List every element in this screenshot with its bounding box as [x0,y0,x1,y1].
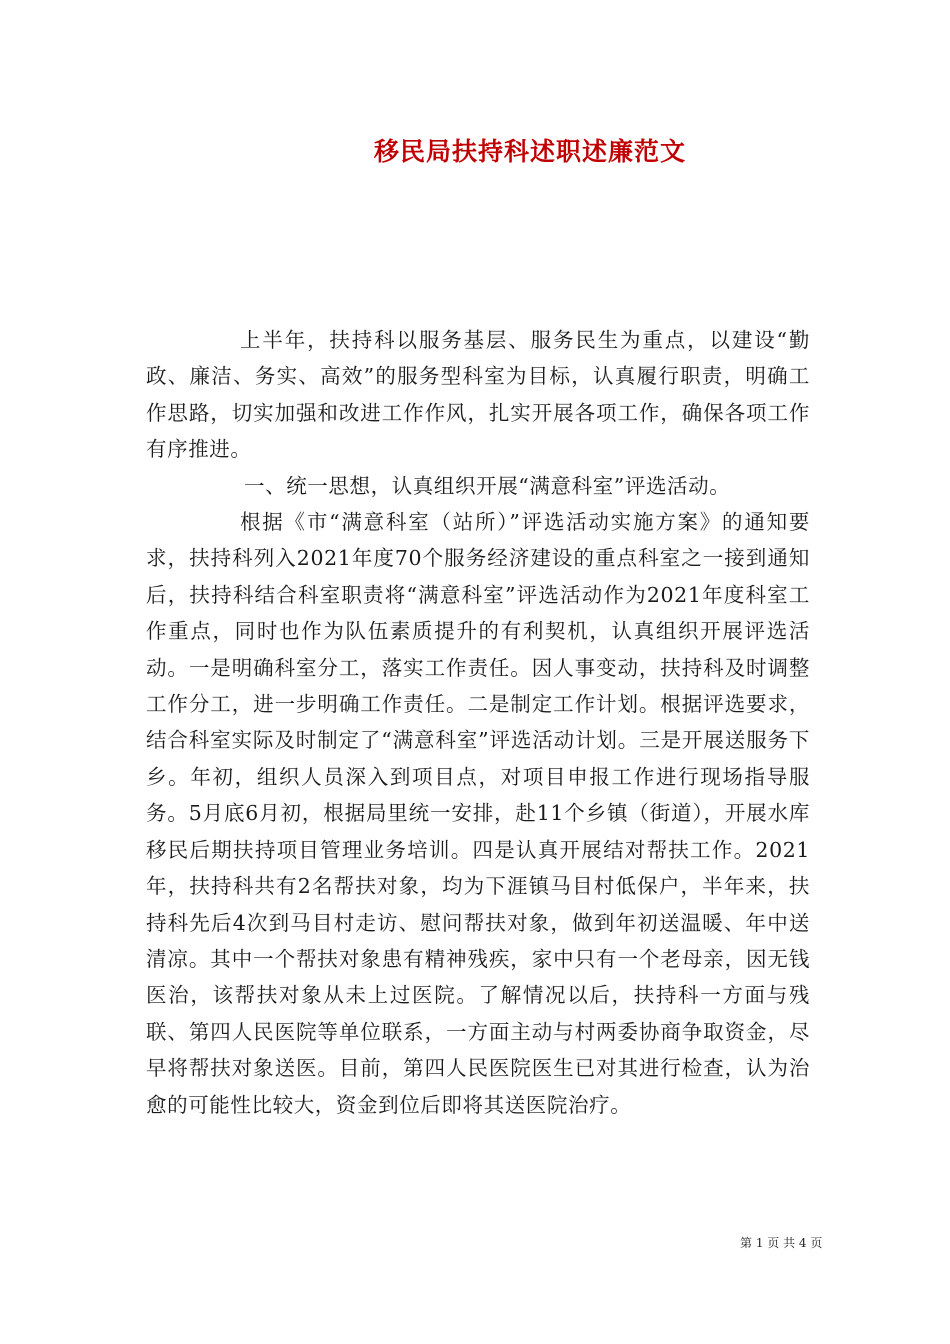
section-paragraph: 根据《市“满意科室（站所）”评选活动实施方案》的通知要求，扶持科列入2021年度70个服务经济建设的重点科室之一接到通知后，扶持科结合科室职责将“满意科室”评选活动作为2021年度科室工作重点，同时也作为队伍素质提升的有利契机，认真组织开展评选活动。一是明确科室分工，落实工作责任。因人事变动，扶持科及时调整工作分工，进一步明确工作责任。二是制定工作计划。根据评选要求，结合科室实际及时制定了“满意科室”评选活动计划。三是开展送服务下乡。年初，组织人员深入到项目点，对项目申报工作进行现场指导服务。5月底6月初，根据局里统一安排，赴11个乡镇（街道），开展水库移民后期扶持项目管理业务培训。四是认真开展结对帮扶工作。2021年，扶持科共有2名帮扶对象，均为下涯镇马目村低保户，半年来，扶持科先后4次到马目村走访、慰问帮扶对象，做到年初送温暖、年中送清凉。其中一个帮扶对象患有精神残疾，家中只有一个老母亲，因无钱医治，该帮扶对象从未上过医院。了解情况以后，扶持科一方面与残联、第四人民医院等单位联系，一方面主动与村两委协商争取资金，尽早将帮扶对象送医。目前，第四人民医院医生已对其进行检查，认为治愈的可能性比较大，资金到位后即将其送医院治疗。 [146,510,810,1117]
document-body [146,322,810,1123]
document-title: 移民局扶持科述职述廉范文 [373,137,686,166]
section-heading: 一、统一思想，认真组织开展“满意科室”评选活动。 [244,473,731,498]
page-number-footer: 第 1 页 共 4 页 [740,1236,823,1250]
intro-paragraph: 上半年，扶持科以服务基层、服务民生为重点，以建设“勤政、廉洁、务实、高效”的服务型科室为目标，认真履行职责，明确工作思路，切实加强和改进工作作风，扎实开展各项工作，确保各项工作有序推进。 [146,328,810,462]
